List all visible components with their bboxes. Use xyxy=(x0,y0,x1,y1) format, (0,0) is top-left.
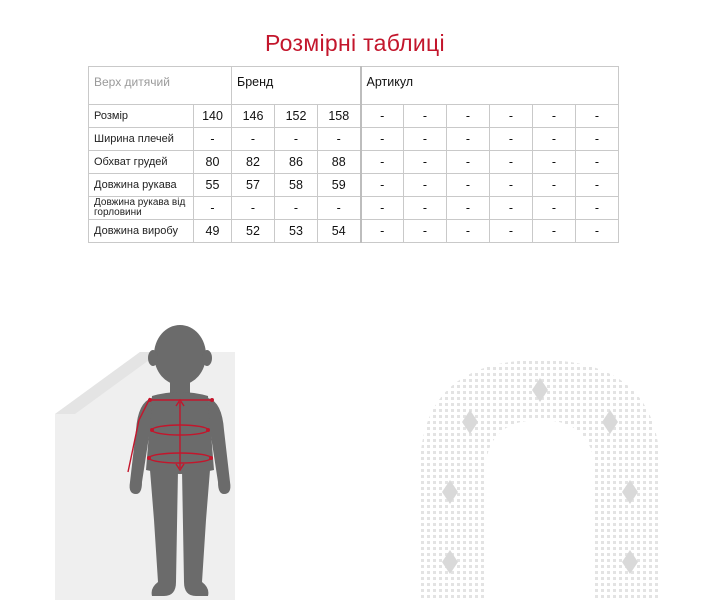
cell: 88 xyxy=(318,151,361,174)
cell: - xyxy=(275,197,318,220)
size-table xyxy=(88,66,619,243)
row-label: Обхват грудей xyxy=(89,151,194,174)
cell: - xyxy=(404,105,447,128)
cell: 59 xyxy=(318,174,361,197)
cell: 146 xyxy=(232,105,275,128)
cell: 86 xyxy=(275,151,318,174)
table-row xyxy=(89,105,619,128)
cell: - xyxy=(447,197,490,220)
cell: - xyxy=(576,128,619,151)
cell: 80 xyxy=(194,151,232,174)
cell: - xyxy=(490,220,533,243)
cell: - xyxy=(404,174,447,197)
cell: - xyxy=(576,220,619,243)
cell: 158 xyxy=(318,105,361,128)
embroidery-arch-ornament-icon xyxy=(420,360,660,600)
row-label: Розмір xyxy=(89,105,194,128)
cell: - xyxy=(490,174,533,197)
cell: 152 xyxy=(275,105,318,128)
cell: 52 xyxy=(232,220,275,243)
cell: - xyxy=(490,151,533,174)
cell: 53 xyxy=(275,220,318,243)
cell: 49 xyxy=(194,220,232,243)
table-row xyxy=(89,197,619,220)
cell: - xyxy=(447,105,490,128)
row-label: Довжина виробу xyxy=(89,220,194,243)
cell: - xyxy=(275,128,318,151)
cell: - xyxy=(447,128,490,151)
measurement-illustration xyxy=(0,300,710,600)
cell: - xyxy=(533,105,576,128)
cell: - xyxy=(232,197,275,220)
cell: 140 xyxy=(194,105,232,128)
table-row xyxy=(89,128,619,151)
cell: - xyxy=(576,197,619,220)
cell: - xyxy=(533,128,576,151)
cell: 82 xyxy=(232,151,275,174)
page-title: Розмірні таблиці xyxy=(265,30,445,56)
cell: 58 xyxy=(275,174,318,197)
cell: - xyxy=(576,105,619,128)
cell: - xyxy=(447,174,490,197)
cell: - xyxy=(194,128,232,151)
cell: - xyxy=(533,220,576,243)
table-category: Верх дитячий xyxy=(89,67,232,105)
cell: - xyxy=(404,197,447,220)
cell: - xyxy=(194,197,232,220)
brand-header: Бренд xyxy=(232,67,361,105)
cell: - xyxy=(361,197,404,220)
cell: 54 xyxy=(318,220,361,243)
cell: - xyxy=(318,128,361,151)
cell: - xyxy=(490,197,533,220)
cell: - xyxy=(361,174,404,197)
article-header: Артикул xyxy=(361,67,619,105)
cell: 57 xyxy=(232,174,275,197)
cell: - xyxy=(447,151,490,174)
cell: - xyxy=(447,220,490,243)
cell: - xyxy=(361,151,404,174)
table-row xyxy=(89,151,619,174)
cell: - xyxy=(404,220,447,243)
cell: - xyxy=(232,128,275,151)
table-row xyxy=(89,174,619,197)
cell: - xyxy=(404,128,447,151)
table-row xyxy=(89,220,619,243)
cell: - xyxy=(533,174,576,197)
cell: - xyxy=(318,197,361,220)
row-label: Довжина рукава xyxy=(89,174,194,197)
cell: - xyxy=(404,151,447,174)
cell: - xyxy=(576,174,619,197)
cell: 55 xyxy=(194,174,232,197)
cell: - xyxy=(490,128,533,151)
cell: - xyxy=(490,105,533,128)
cell: - xyxy=(533,197,576,220)
cell: - xyxy=(361,105,404,128)
row-label: Ширина плечей xyxy=(89,128,194,151)
cell: - xyxy=(361,128,404,151)
cell: - xyxy=(576,151,619,174)
cell: - xyxy=(361,220,404,243)
cell: - xyxy=(533,151,576,174)
row-label: Довжина рукава від горловини xyxy=(89,197,194,220)
